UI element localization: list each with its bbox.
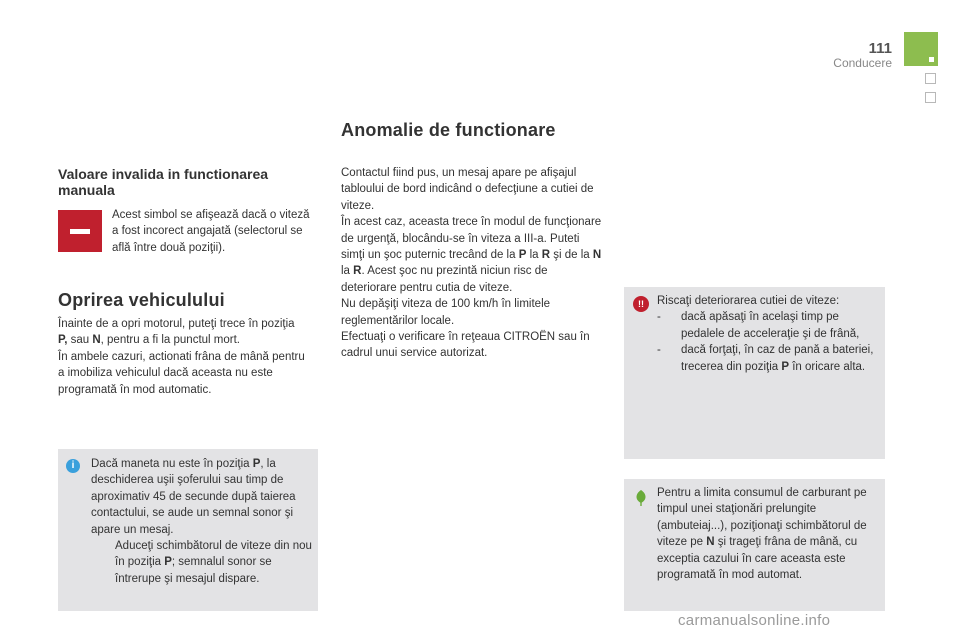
text-run: şi de la — [550, 249, 593, 262]
chapter-box-1 — [925, 73, 936, 84]
info-icon: i — [66, 459, 80, 473]
eco-leaf-icon — [634, 490, 648, 506]
malfunction-para-3: Nu depăşiţi viteza de 100 km/h în limitele reglementărilor locale. — [341, 298, 551, 327]
gear-p: P — [164, 556, 172, 569]
text-run: ; semnalul sonor se întrerupe şi mesajul dispare. — [115, 556, 272, 585]
gear-r: R — [541, 249, 551, 262]
gear-n: N — [706, 536, 715, 549]
gear-p: P — [518, 249, 527, 262]
text-run: . Acest şoc nu prezintă niciun risc de deteriorare pentru cutia de viteze. — [341, 265, 548, 294]
text-run: sau — [67, 334, 93, 347]
warning-title: Riscaţi deteriorarea cutiei de viteze: — [657, 295, 840, 307]
text-run: dacă forţaţi, în caz de pană a bateriei, trecerea din poziţia — [681, 344, 874, 373]
gear-p: P, — [58, 334, 68, 347]
bullet-text — [115, 538, 313, 587]
text-run: Aduceţi schimbătorul de viteze din nou în poziţia — [115, 540, 312, 569]
text-run: , pentru a fi la punctul mort. — [100, 334, 240, 347]
dash-icon — [70, 229, 90, 234]
eco-panel — [624, 479, 885, 611]
warning-item-2 — [657, 342, 881, 375]
text-run: Înainte de a opri motorul, puteţi trece în poziţia — [58, 318, 295, 330]
gear-p: P — [781, 360, 790, 373]
gear-p: P — [252, 458, 261, 470]
warning-icon: !! — [633, 296, 649, 312]
chapter-box-2 — [925, 92, 936, 103]
watermark: carmanualsonline.info — [678, 612, 831, 629]
page-number: 111 — [868, 40, 892, 57]
text-run: şi trageţi frâna de mână, cu exceptia cazului în care aceasta este programată în mod automat. — [657, 536, 858, 582]
section-title: Conducere — [833, 56, 892, 70]
info-bullet — [91, 538, 313, 587]
text-run: , la deschiderea uşii şoferului sau timp de aproximativ 45 de secunde după taierea contactului, se aude un semnal sonor şi apare un mesaj. — [91, 458, 296, 536]
text-run: Dacă maneta nu este în poziţia — [91, 458, 253, 470]
stop-vehicle-para-1 — [58, 316, 306, 349]
stop-vehicle-heading: Oprirea vehiculului — [58, 290, 225, 310]
dash-bullet: - — [657, 344, 661, 357]
text-run: la — [341, 265, 354, 278]
arrow-bullet-icon — [91, 538, 115, 587]
malfunction-body — [341, 165, 603, 362]
text-run: Pentru a limita consumul de carburant pe timpul unei staţionări prelungite (ambuteiaj...), poziţionaţi schimbătorul de viteze pe — [657, 487, 867, 549]
malfunction-para-1: Contactul fiind pus, un mesaj apare pe afişajul tabloului de bord indicând o defecţiune a cutiei de viteze. — [341, 167, 594, 212]
text-run: la — [526, 249, 542, 262]
warning-text — [657, 293, 881, 375]
warning-item-1 — [657, 309, 881, 342]
warning-panel — [624, 287, 885, 459]
text-run: În acest caz, aceasta trece în modul de funcţionare de urgenţă, blocându-se în viteza a III-a. Puteti simţi un şoc puternic trecând de la — [341, 216, 602, 262]
dash-bullet: - — [657, 311, 661, 324]
gear-n: N — [92, 334, 101, 347]
gear-n: N — [592, 249, 602, 262]
eco-text — [657, 485, 881, 583]
malfunction-para-2 — [341, 214, 603, 296]
stop-vehicle-para-2: În ambele cazuri, actionati frâna de mână pentru a imobiliza vehiculul dacă aceasta nu este programată în mod automatic. — [58, 351, 305, 396]
bullet-text — [681, 342, 881, 375]
gear-fault-icon — [58, 210, 102, 252]
invalid-value-text: Acest simbol se afişează dacă o viteză a fost incorect angajată (selectorul se află între două poziţii). — [112, 209, 310, 254]
info-text — [91, 456, 313, 587]
malfunction-para-4: Efectuaţi o verificare în reţeaua CITROËN sau în cadrul unui service autorizat. — [341, 331, 590, 360]
malfunction-heading: Anomalie de functionare — [341, 120, 556, 140]
info-panel — [58, 449, 318, 611]
chapter-tab — [904, 32, 938, 66]
invalid-value-heading: Valoare invalida in functionarea manuala — [58, 166, 269, 198]
bullet-text: dacă apăsaţi în acelaşi timp pe pedalele de acceleraţie şi de frână, — [681, 311, 860, 340]
gear-r: R — [353, 265, 362, 278]
tab-marker — [929, 57, 934, 62]
text-run: în oricare alta. — [789, 360, 866, 373]
